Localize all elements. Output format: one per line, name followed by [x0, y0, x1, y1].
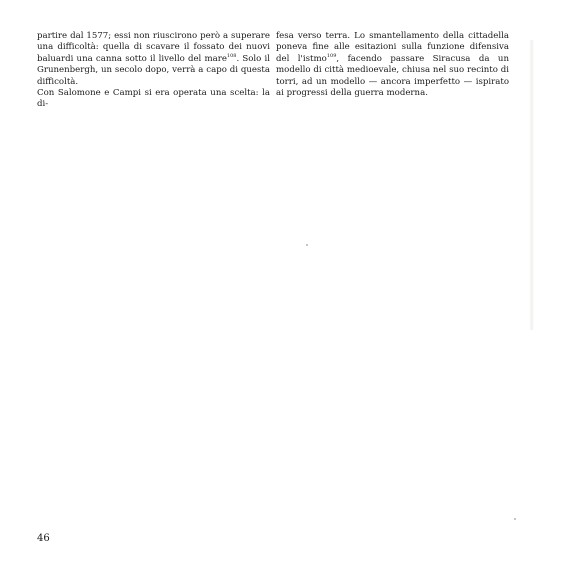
paragraph-text: partire dal 1577; essi non riuscirono però a superare una difficoltà: quella di scavare il fossato dei nuovi baluardi una canna sotto il livello del mare [37, 31, 270, 64]
scan-speck [514, 518, 516, 520]
paragraph-text: , facendo passare Siracusa da un modello di città medioevale, chiusa nel suo recinto di torri, ad un modello — ancora imperfetto — ispirato ai progressi della guerra moderna. [276, 53, 509, 99]
page-edge-shadow [529, 40, 534, 330]
page-number: 46 [37, 533, 50, 544]
text-column-right [276, 31, 509, 99]
paragraph: Con Salomone e Campi si era operata una scelta: la di- [37, 88, 270, 110]
paragraph [37, 31, 270, 88]
footnote-ref-108: 108 [226, 52, 237, 59]
paragraph-text: fesa verso terra. Lo smantellamento della cittadella poneva fine alle esitazioni sulla funzione difensiva del l'istmo [276, 31, 509, 64]
paragraph [276, 31, 509, 99]
text-column-left [37, 31, 270, 111]
scan-speck [306, 244, 308, 246]
paragraph-text: . Solo il Grunenbergh, un secolo dopo, verrà a capo di questa difficoltà. [37, 53, 271, 87]
footnote-ref-109: 109 [326, 52, 337, 59]
